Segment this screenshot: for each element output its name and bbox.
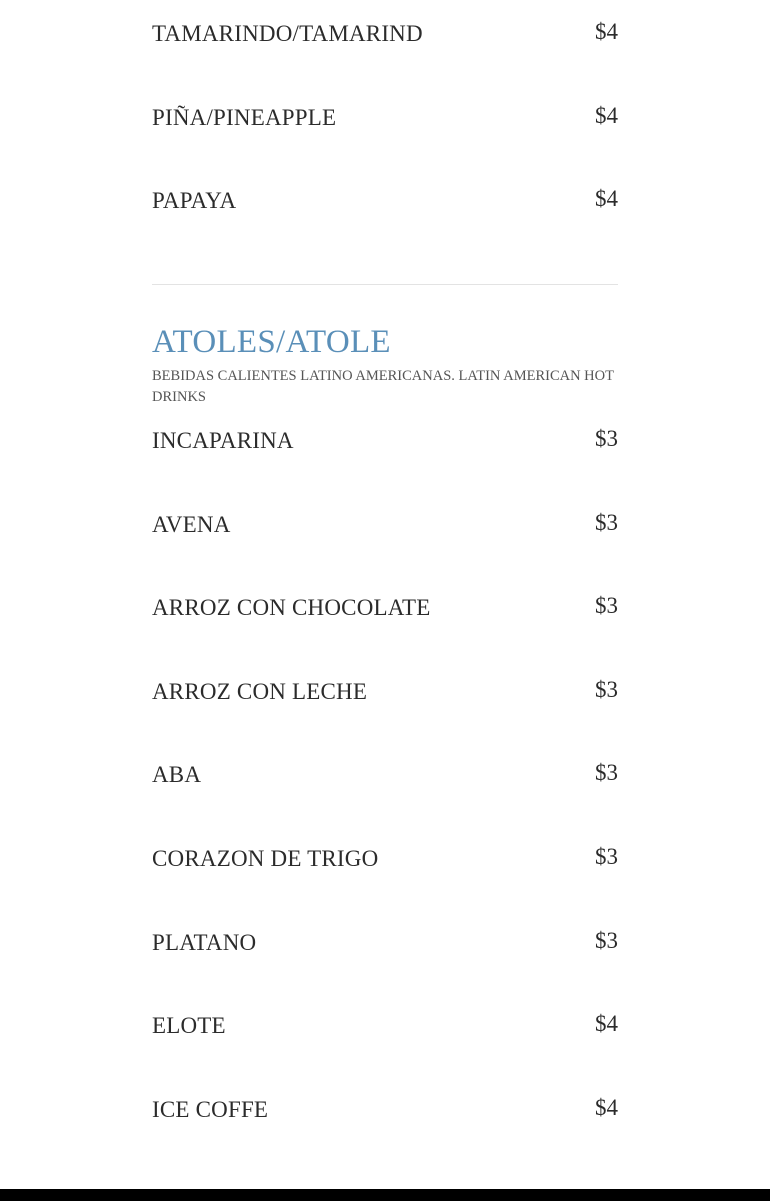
menu-item bbox=[152, 659, 618, 743]
menu-item-name: PAPAYA bbox=[152, 188, 237, 214]
menu-item bbox=[152, 1077, 618, 1161]
section-header-atoles bbox=[152, 322, 618, 408]
footer-bar bbox=[0, 1189, 770, 1201]
menu-item-price: $4 bbox=[595, 1094, 618, 1120]
section-description: BEBIDAS CALIENTES LATINO AMERICANAS. LATIN AMERICAN HOT DRINKS bbox=[152, 368, 614, 405]
menu-item-name: ARROZ CON CHOCOLATE bbox=[152, 595, 431, 621]
menu-item-name: TAMARINDO/TAMARIND bbox=[152, 21, 423, 46]
menu-item bbox=[152, 910, 618, 994]
menu-item-name: ABA bbox=[152, 762, 202, 788]
menu-list-atoles bbox=[152, 408, 618, 1160]
menu-item-name: ELOTE bbox=[152, 1013, 226, 1039]
menu-item-name: ARROZ CON LECHE bbox=[152, 678, 368, 704]
menu-item bbox=[152, 993, 618, 1077]
menu-item bbox=[152, 575, 618, 659]
menu-item-price: $4 bbox=[595, 102, 618, 128]
menu-item-name: PLATANO bbox=[152, 929, 257, 955]
menu-item-price: $3 bbox=[595, 593, 618, 619]
menu-item-name: PIÑA/PINEAPPLE bbox=[152, 104, 337, 130]
menu-list-jugos bbox=[152, 1, 618, 252]
menu-item bbox=[152, 492, 618, 576]
menu-item-name: INCAPARINA bbox=[152, 428, 294, 453]
menu-item bbox=[152, 826, 618, 910]
menu-item bbox=[152, 168, 618, 252]
section-divider bbox=[152, 284, 618, 285]
menu-item-price: $3 bbox=[595, 843, 618, 869]
menu-item-price: $3 bbox=[595, 676, 618, 702]
menu-item-price: $3 bbox=[595, 509, 618, 535]
menu-item-price: $3 bbox=[595, 760, 618, 786]
menu-item-name: AVENA bbox=[152, 511, 231, 537]
section-title: ATOLES/ATOLE bbox=[152, 324, 391, 360]
menu-item-price: $3 bbox=[595, 426, 618, 451]
menu-item bbox=[152, 85, 618, 169]
menu-item-name: ICE COFFE bbox=[152, 1096, 269, 1122]
menu-item-price: $3 bbox=[595, 927, 618, 953]
menu-item-name: CORAZON DE TRIGO bbox=[152, 845, 379, 871]
menu-item bbox=[152, 408, 618, 492]
menu-item-price: $4 bbox=[595, 19, 618, 44]
menu-item bbox=[152, 742, 618, 826]
menu-item bbox=[152, 1, 618, 85]
menu-item-price: $4 bbox=[595, 1011, 618, 1037]
menu-item-price: $4 bbox=[595, 186, 618, 212]
